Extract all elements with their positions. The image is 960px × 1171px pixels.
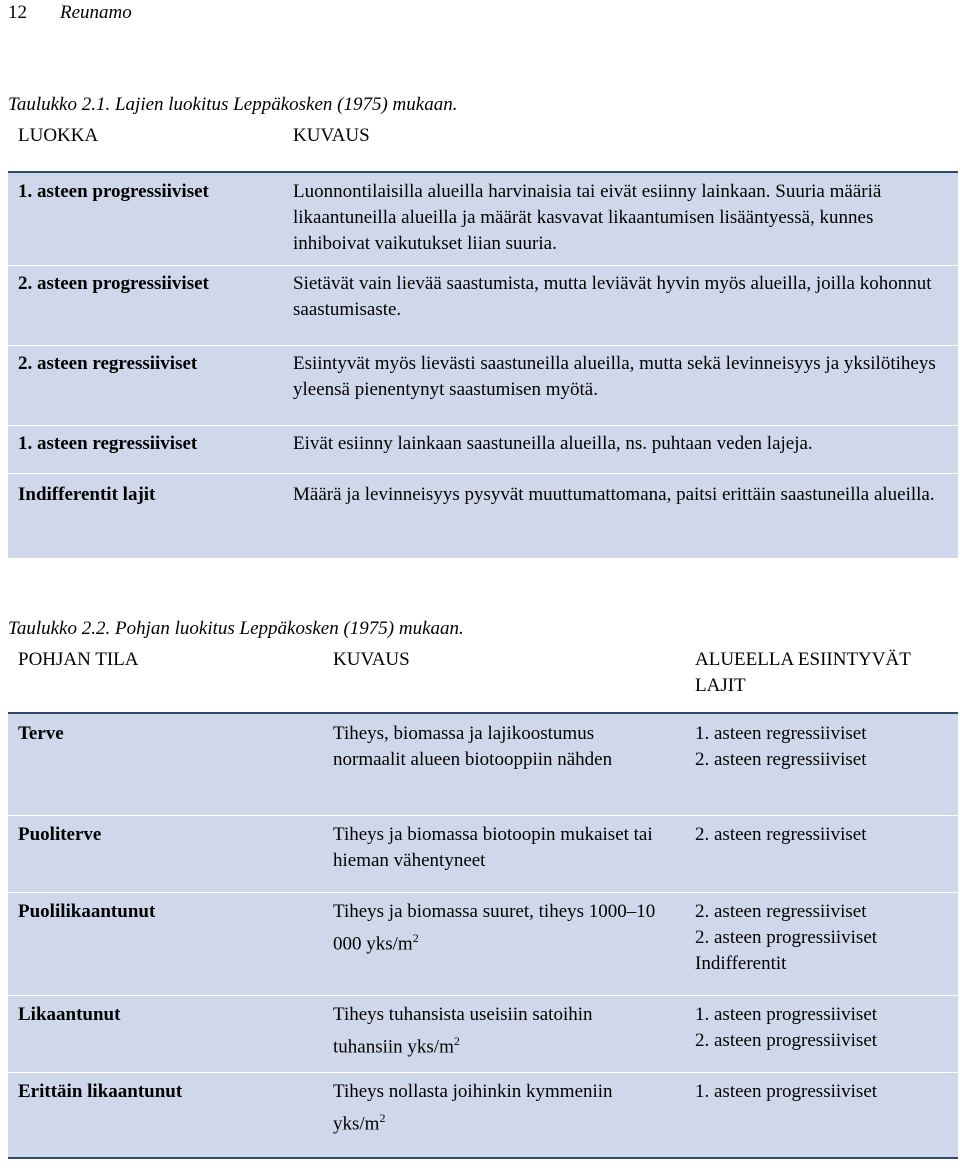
col-header-luokka: LUOKKA <box>8 121 293 172</box>
species-item: 1. asteen regressiiviset <box>695 723 867 744</box>
unit-superscript: 2 <box>453 1033 460 1048</box>
species-classification-table <box>8 121 958 559</box>
desc-cell: Luonnontilaisilla alueilla harvinaisia tai eivät esiinny lainkaan. Suuria määriä likaantuneilla alueilla ja määrät kasvavat likaantumisen lisääntyessä, kunnes inhiboivat vaikutukset liian suuria. <box>293 172 958 265</box>
desc-cell <box>333 995 695 1072</box>
state-cell: Likaantunut <box>8 995 333 1072</box>
desc-cell: Tiheys ja biomassa biotoopin mukaiset tai hieman vähentyneet <box>333 815 695 892</box>
desc-cell: Tiheys, biomassa ja lajikoostumus normaalit alueen biotooppiin nähden <box>333 713 695 815</box>
species-cell <box>695 995 958 1072</box>
species-item: 1. asteen progressiiviset <box>695 1080 878 1102</box>
table2-header-row <box>8 645 958 713</box>
species-cell <box>695 815 958 892</box>
col-header-lajit: ALUEELLA ESIINTYVÄT LAJIT <box>695 645 958 713</box>
class-cell: 1. asteen progressiiviset <box>8 172 293 265</box>
species-item: Indifferentit <box>695 952 787 974</box>
table-row <box>8 713 958 815</box>
table-row <box>8 473 958 558</box>
state-cell: Terve <box>8 713 333 815</box>
table-row <box>8 995 958 1072</box>
species-item: 2. asteen regressiiviset <box>695 823 867 845</box>
table2-caption: Taulukko 2.2. Pohjan luokitus Leppäkosken (1975) mukaan. <box>8 618 464 639</box>
species-cell <box>695 892 958 995</box>
table-row <box>8 425 958 473</box>
state-cell: Erittäin likaantunut <box>8 1072 333 1158</box>
table-row <box>8 815 958 892</box>
table1-header-row <box>8 121 958 172</box>
species-cell <box>695 1072 958 1158</box>
page-header <box>8 2 132 24</box>
unit-superscript: 2 <box>379 1110 386 1125</box>
page-number: 12 <box>8 2 27 23</box>
col-header-kuvaus: KUVAUS <box>293 121 958 172</box>
table-row <box>8 172 958 265</box>
unit-superscript: 2 <box>412 930 419 945</box>
col-header-pohjan-tila: POHJAN TILA <box>8 645 333 713</box>
species-item: 2. asteen regressiiviset <box>695 749 867 770</box>
species-item: 2. asteen progressiiviset <box>695 926 878 948</box>
col-header-kuvaus: KUVAUS <box>333 645 695 713</box>
species-item: 2. asteen regressiiviset <box>695 900 867 922</box>
state-cell: Puolilikaantunut <box>8 892 333 995</box>
class-cell: 2. asteen progressiiviset <box>8 265 293 345</box>
desc-text: Tiheys nollasta joihinkin kymmeniin yks/m <box>333 1080 613 1134</box>
desc-text: Tiheys ja biomassa suuret, tiheys 1000–10 000 yks/m <box>333 900 656 954</box>
species-item: 1. asteen progressiiviset <box>695 1003 878 1025</box>
state-cell: Puoliterve <box>8 815 333 892</box>
desc-cell <box>333 1072 695 1158</box>
class-cell: Indifferentit lajit <box>8 473 293 558</box>
table-row <box>8 892 958 995</box>
table-row <box>8 265 958 345</box>
class-cell: 1. asteen regressiiviset <box>8 425 293 473</box>
desc-cell: Sietävät vain lievää saastumista, mutta leviävät hyvin myös alueilla, joilla kohonnut saastumisaste. <box>293 265 958 345</box>
bottom-condition-table <box>8 645 958 1159</box>
table-row <box>8 345 958 425</box>
table-row <box>8 1072 958 1158</box>
class-cell: 2. asteen regressiiviset <box>8 345 293 425</box>
desc-cell: Esiintyvät myös lievästi saastuneilla alueilla, mutta sekä levinneisyys ja yksilötiheys yleensä pienentynyt saastumisen myötä. <box>293 345 958 425</box>
species-item: 2. asteen progressiiviset <box>695 1029 878 1051</box>
table1-caption: Taulukko 2.1. Lajien luokitus Leppäkosken (1975) mukaan. <box>8 94 458 115</box>
species-cell <box>695 713 958 815</box>
running-title: Reunamo <box>60 2 132 23</box>
desc-cell <box>333 892 695 995</box>
desc-cell: Eivät esiinny lainkaan saastuneilla alueilla, ns. puhtaan veden lajeja. <box>293 425 958 473</box>
desc-text: Tiheys tuhansista useisiin satoihin tuhansiin yks/m <box>333 1003 593 1057</box>
desc-cell: Määrä ja levinneisyys pysyvät muuttumattomana, paitsi erittäin saastuneilla alueilla. <box>293 473 958 558</box>
